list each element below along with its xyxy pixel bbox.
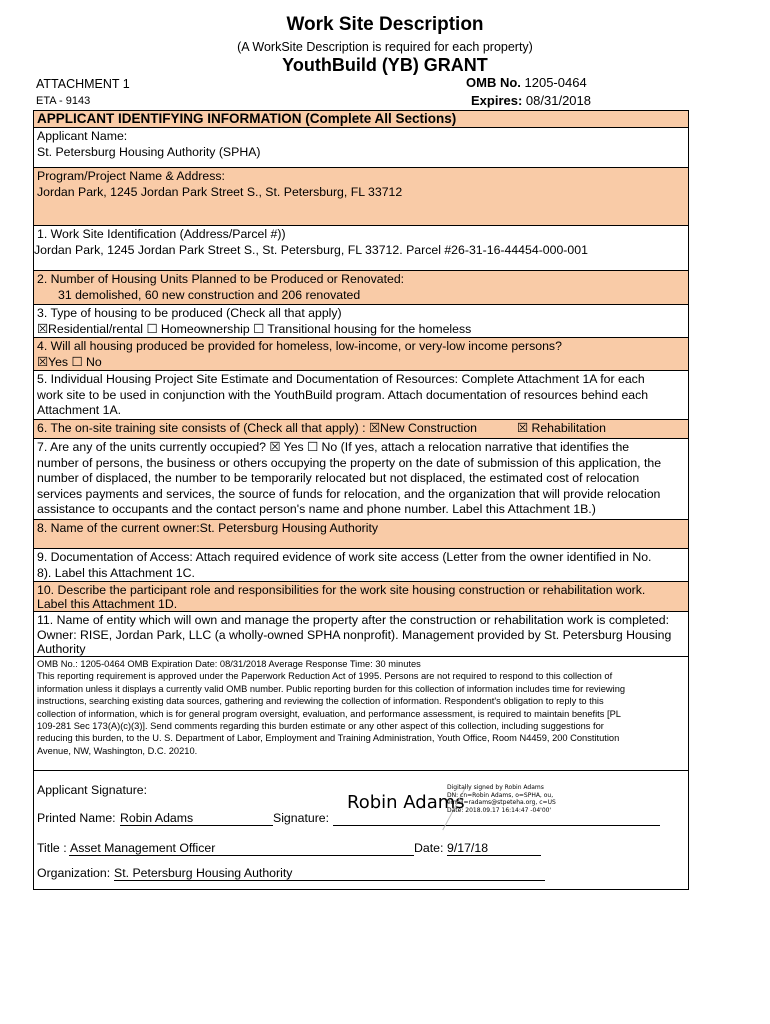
training-site-field[interactable]: [34, 420, 688, 439]
section-header: APPLICANT IDENTIFYING INFORMATION (Complete All Sections): [34, 111, 688, 128]
omb-burden-statement: [34, 657, 688, 771]
printed-name-underline: [120, 825, 273, 826]
housing-type-field[interactable]: [34, 305, 688, 338]
omb-text-line: This reporting requirement is approved under the Paperwork Reduction Act of 1995. Persons are not required to respond to this collection of: [37, 671, 613, 682]
resources-text-line: 5. Individual Housing Project Site Estimate and Documentation of Resources: Complete Attachment 1A for each: [37, 372, 645, 386]
housing-units-label: 2. Number of Housing Units Planned to be Produced or Renovated:: [37, 272, 405, 286]
entity-text-line: Owner: RISE, Jordan Park, LLC (a wholly-owned SPHA nonprofit). Management provided by St. Petersburg Housing: [37, 627, 672, 642]
resources-field: [34, 371, 688, 420]
form-title: Work Site Description: [286, 14, 484, 35]
digital-sig-line: Digitally signed by Robin Adams: [447, 784, 544, 791]
access-text-line: 8). Label this Attachment 1C.: [37, 565, 195, 580]
organization-value[interactable]: St. Petersburg Housing Authority: [114, 866, 293, 880]
occupied-text-line: services payments and services, the source of funds for relocation, and the organization that will provide relocation: [37, 486, 661, 501]
housing-units-value: 31 demolished, 60 new construction and 206 renovated: [58, 287, 361, 302]
omb-text-line: reducing this burden, to the U. S. Department of Labor, Employment and Training Administration, Youth Office, Room N4459, 200 Constitution: [37, 733, 620, 744]
program-label: Program/Project Name & Address:: [37, 169, 225, 183]
occupied-text-line: number of displaced, the number to be temporarily relocated but not displaced, the estimated cost of relocation: [37, 471, 640, 485]
current-owner-field[interactable]: [34, 520, 688, 549]
digital-signature-name[interactable]: Robin Adams: [347, 792, 465, 813]
housing-units-field[interactable]: [34, 271, 688, 305]
digital-sig-line: DN: cn=Robin Adams, o=SPHA, ou,: [447, 791, 554, 799]
date-label: Date:: [414, 841, 444, 855]
entity-text-line: 11. Name of entity which will own and manage the property after the construction or rehabilitation work is completed:: [37, 613, 670, 627]
expires-label: Expires:: [471, 93, 523, 108]
omb-value: 1205-0464: [520, 75, 587, 90]
title-underline: [69, 855, 414, 856]
title-value[interactable]: Asset Management Officer: [70, 841, 216, 855]
signature-block: [34, 771, 688, 889]
resources-text-line: Attachment 1A.: [37, 403, 122, 417]
omb-text-line: OMB No.: 1205-0464 OMB Expiration Date: 08/31/2018 Average Response Time: 30 minutes: [37, 659, 421, 669]
current-owner-text: 8. Name of the current owner:St. Petersburg Housing Authority: [37, 521, 379, 535]
signature-label: Signature:: [273, 811, 330, 825]
omb-text-line: instructions, searching existing data sources, gathering and reviewing the collection of information. Respondent's obligation to reply to this: [37, 696, 604, 707]
digital-sig-line: email=radams@stpeteha.org, c=US: [447, 799, 556, 807]
program-value: Jordan Park, 1245 Jordan Park Street S., St. Petersburg, FL 33712: [37, 184, 403, 199]
low-income-checkboxes[interactable]: ☒Yes ☐ No: [37, 354, 102, 369]
form-subtitle: (A WorkSite Description is required for each property): [237, 40, 533, 54]
date-underline: [447, 855, 541, 856]
low-income-label: 4. Will all housing produced be provided for homeless, low-income, or very-low income persons?: [37, 339, 562, 353]
training-site-label[interactable]: 6. The on-site training site consists of (Check all that apply) : ☒New Construction: [37, 421, 478, 435]
expiration-date: [471, 93, 591, 108]
omb-text-line: collection of information, which is for general program oversight, evaluation, and performance assessment, is required to maintain benefits [PL: [37, 708, 621, 719]
organization-label: Organization:: [37, 866, 111, 880]
digital-signature-details: [447, 784, 556, 814]
applicant-signature-label: Applicant Signature:: [37, 783, 148, 797]
entity-text-line: Authority: [37, 642, 86, 656]
resources-text-line: work site to be used in conjunction with the YouthBuild program. Attach documentation of resources behind each: [37, 387, 649, 402]
worksite-id-field[interactable]: [34, 226, 688, 271]
omb-number: [466, 75, 587, 90]
participant-role-field: [34, 582, 688, 612]
digital-sig-line: Date: 2018.09.17 16:14:47 -04'00': [447, 806, 552, 814]
occupied-units-field[interactable]: [34, 439, 688, 520]
omb-text-line: Avenue, NW, Washington, D.C. 20210.: [37, 745, 198, 756]
access-documentation-field: [34, 549, 688, 582]
program-field[interactable]: [34, 168, 688, 226]
low-income-field[interactable]: [34, 338, 688, 371]
housing-type-checkboxes[interactable]: ☒Residential/rental ☐ Homeownership ☐ Transitional housing for the homeless: [37, 321, 472, 336]
omb-text-line: information unless it displays a currently valid OMB number. Public reporting burden for this collection of information includes time for reviewing: [37, 683, 626, 694]
worksite-id-value: Jordan Park, 1245 Jordan Park Street S., St. Petersburg, FL 33712. Parcel #26-31-16-44454-000-001: [34, 242, 588, 257]
title-label: Title :: [37, 841, 67, 855]
rehabilitation-checkbox[interactable]: ☒ Rehabilitation: [517, 421, 606, 435]
printed-name-label: Printed Name:: [37, 811, 116, 825]
applicant-name-field[interactable]: [34, 128, 688, 168]
organization-underline: [114, 880, 545, 881]
eta-label: ETA - 9143: [36, 95, 91, 107]
attachment-label: ATTACHMENT 1: [36, 77, 130, 91]
applicant-name-label: Applicant Name:: [37, 129, 128, 143]
grant-title: YouthBuild (YB) GRANT: [282, 55, 488, 75]
entity-owner-field[interactable]: [34, 612, 688, 657]
housing-type-label: 3. Type of housing to be produced (Check all that apply): [37, 306, 342, 320]
applicant-name-value: St. Petersburg Housing Authority (SPHA): [37, 144, 261, 159]
participant-text-line: 10. Describe the participant role and responsibilities for the work site housing construction or rehabilitation work.: [37, 583, 646, 597]
form-box: [33, 110, 689, 890]
printed-name-value[interactable]: Robin Adams: [120, 811, 194, 825]
occupied-text-line: assistance to occupants and the contact person's name and phone number. Label this Attachment 1B.): [37, 502, 596, 516]
omb-label: OMB No.: [466, 75, 521, 90]
date-value[interactable]: 9/17/18: [447, 841, 489, 855]
omb-text-line: 109-281 Sec 173(A)(c)(3)]. Send comments regarding this burden estimate or any other aspect of this collection, including suggestions for: [37, 721, 604, 732]
expires-value: 08/31/2018: [522, 93, 591, 108]
worksite-id-label: 1. Work Site Identification (Address/Parcel #)): [37, 227, 286, 241]
occupied-text-line: number of persons, the business or others occupying the property on the date of submission of this application, the: [37, 455, 662, 470]
participant-text-line: Label this Attachment 1D.: [37, 597, 178, 611]
signature-underline: [333, 825, 660, 826]
occupied-text-line: 7. Are any of the units currently occupied? ☒ Yes ☐ No (If yes, attach a relocation narrative that identifies the: [37, 440, 630, 454]
access-text-line: 9. Documentation of Access: Attach required evidence of work site access (Letter from the owner identified in No.: [37, 550, 652, 564]
